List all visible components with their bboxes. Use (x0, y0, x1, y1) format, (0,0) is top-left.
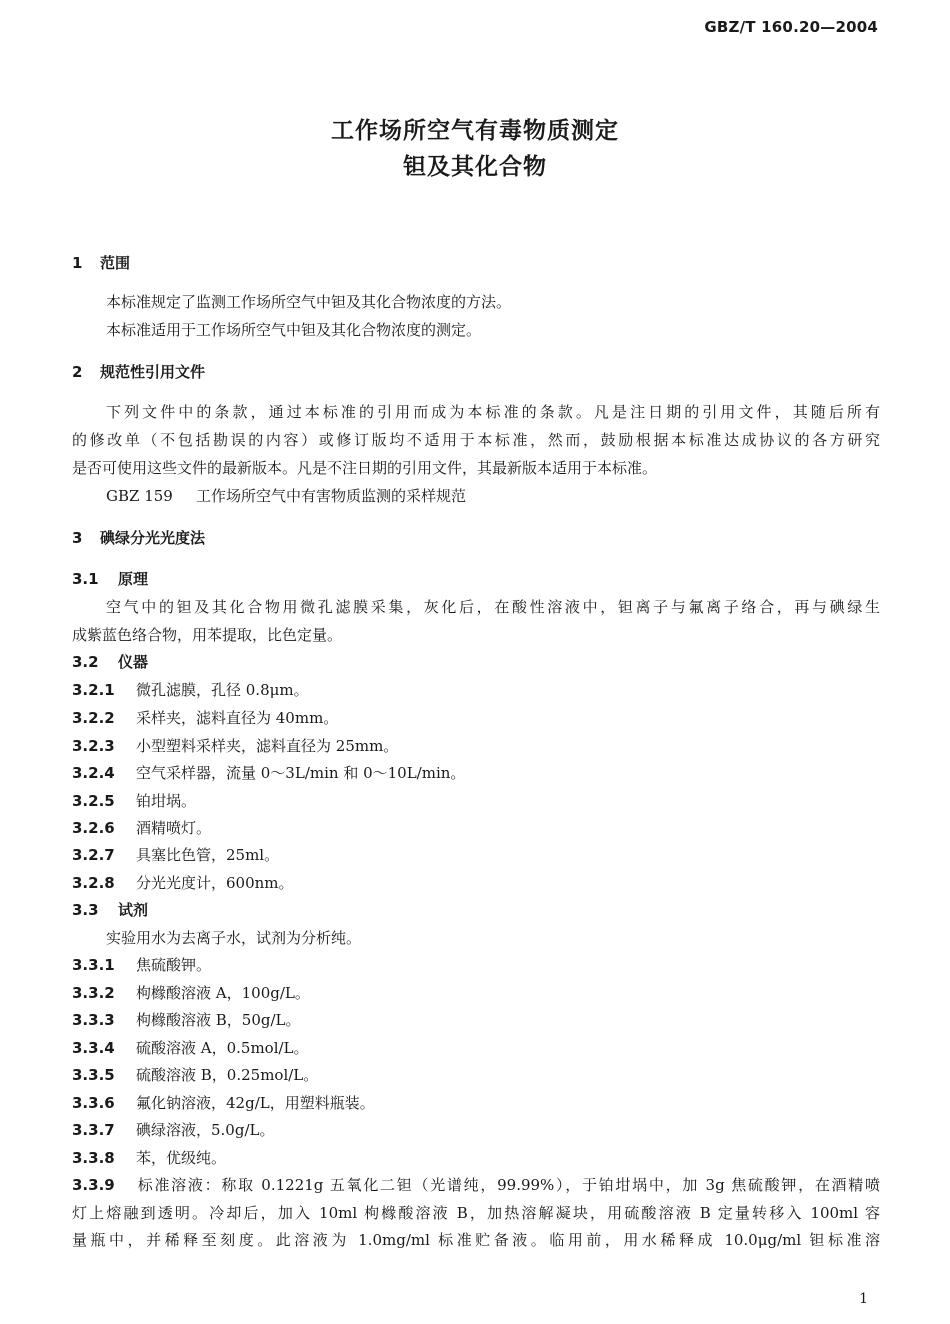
section-2-line-1: 下列文件中的条款，通过本标准的引用而成为本标准的条款。凡是注日期的引用文件，其随后所有 (106, 403, 880, 421)
reagent-item (72, 1093, 880, 1113)
reference-title: 工作场所空气中有害物质监测的采样规范 (196, 487, 467, 505)
section-title: 范围 (100, 254, 131, 272)
item-number: 3.3.6 (72, 1094, 115, 1112)
section-number: 3 (72, 529, 83, 547)
item-number: 3.3.7 (72, 1121, 115, 1139)
item-number: 3.2.2 (72, 709, 115, 727)
reagent-item-standard-solution (72, 1175, 880, 1195)
item-text: 苯，优级纯。 (136, 1149, 227, 1167)
principle-line-2: 成紫蓝色络合物，用苯提取，比色定量。 (72, 626, 343, 644)
reagent-item (72, 1038, 880, 1058)
instrument-item (72, 845, 880, 865)
subsection-title: 原理 (118, 570, 149, 588)
document-title-line1: 工作场所空气有毒物质测定 (331, 118, 619, 144)
item-number: 3.3.8 (72, 1149, 115, 1167)
section-number: 2 (72, 363, 83, 381)
item-number: 3.2.3 (72, 737, 115, 755)
item-text: 空气采样器，流量 0～3L/min 和 0～10L/min。 (136, 764, 466, 782)
subsection-number: 3.2 (72, 653, 99, 671)
standard-solution-line-3: 量瓶中，并稀释至刻度。此溶液为 1.0mg/ml 标准贮备液。临用前，用水稀释成 10.0μg/ml 钽标准溶 (72, 1231, 880, 1249)
item-number: 3.2.7 (72, 846, 115, 864)
item-text: 分光光度计，600nm。 (136, 874, 294, 892)
item-text: 铂坩埚。 (136, 792, 197, 810)
standard-number: GBZ/T 160.20—2004 (704, 18, 878, 36)
reagent-item (72, 1148, 880, 1168)
subsection-number: 3.3 (72, 901, 99, 919)
subsection-number: 3.1 (72, 570, 99, 588)
item-text: 酒精喷灯。 (136, 819, 212, 837)
item-number: 3.2.4 (72, 764, 115, 782)
section-title: 规范性引用文件 (100, 363, 206, 381)
section-3-heading (72, 528, 880, 548)
item-text: 采样夹，滤料直径为 40mm。 (136, 709, 339, 727)
reagent-item (72, 1065, 880, 1085)
reagent-intro: 实验用水为去离子水，试剂为分析纯。 (106, 929, 362, 947)
item-text: 标准溶液：称取 0.1221g 五氧化二钽（光谱纯，99.99%），于铂坩埚中，加 3g 焦硫酸钾，在酒精喷 (136, 1176, 880, 1194)
item-text: 焦硫酸钾。 (136, 956, 212, 974)
item-text: 枸橼酸溶液 A，100g/L。 (136, 984, 310, 1002)
item-text: 氟化钠溶液，42g/L，用塑料瓶装。 (136, 1094, 375, 1112)
section-number: 1 (72, 254, 83, 272)
instrument-item (72, 763, 880, 783)
subsection-3-3-heading (72, 900, 880, 920)
instrument-item (72, 736, 880, 756)
item-text: 碘绿溶液，5.0g/L。 (136, 1121, 275, 1139)
item-number: 3.2.5 (72, 792, 115, 810)
subsection-3-2-heading (72, 652, 880, 672)
section-2-line-2: 的修改单（不包括勘误的内容）或修订版均不适用于本标准，然而，鼓励根据本标准达成协议的各方研究 (72, 431, 880, 449)
item-number: 3.3.3 (72, 1011, 115, 1029)
item-number: 3.3.2 (72, 984, 115, 1002)
subsection-3-1-heading (72, 569, 880, 589)
reagent-item (72, 1120, 880, 1140)
section-title: 碘绿分光光度法 (100, 529, 206, 547)
instrument-item (72, 818, 880, 838)
item-text: 硫酸溶液 A，0.5mol/L。 (136, 1039, 309, 1057)
principle-line-1: 空气中的钽及其化合物用微孔滤膜采集，灰化后，在酸性溶液中，钽离子与氟离子络合，再与碘绿生 (106, 598, 880, 616)
item-number: 3.3.9 (72, 1176, 115, 1194)
document-title-line2: 钽及其化合物 (403, 154, 547, 180)
reagent-item (72, 1010, 880, 1030)
reagent-item (72, 983, 880, 1003)
subsection-title: 仪器 (118, 653, 149, 671)
item-text: 微孔滤膜，孔径 0.8μm。 (136, 681, 309, 699)
instrument-item (72, 873, 880, 893)
item-number: 3.3.5 (72, 1066, 115, 1084)
section-1-heading (72, 253, 880, 273)
item-number: 3.3.1 (72, 956, 115, 974)
reference-code: GBZ 159 (106, 487, 173, 505)
section-2-line-3: 是否可使用这些文件的最新版本。凡是不注日期的引用文件，其最新版本适用于本标准。 (72, 459, 658, 477)
standard-solution-line-2: 灯上熔融到透明。冷却后，加入 10ml 枸橼酸溶液 B，加热溶解凝块，用硫酸溶液 B 定量转移入 100ml 容 (72, 1204, 880, 1222)
section-1-paragraph-1: 本标准规定了监测工作场所空气中钽及其化合物浓度的方法。 (106, 293, 512, 311)
page-number: 1 (859, 1291, 868, 1307)
item-text: 具塞比色管，25ml。 (136, 846, 280, 864)
reagent-item (72, 955, 880, 975)
instrument-item (72, 791, 880, 811)
item-number: 3.2.8 (72, 874, 115, 892)
item-number: 3.2.1 (72, 681, 115, 699)
subsection-title: 试剂 (118, 901, 149, 919)
item-text: 小型塑料采样夹，滤料直径为 25mm。 (136, 737, 399, 755)
normative-reference (106, 486, 880, 506)
instrument-item (72, 708, 880, 728)
item-text: 硫酸溶液 B，0.25mol/L。 (136, 1066, 319, 1084)
instrument-item (72, 680, 880, 700)
section-2-heading (72, 362, 880, 382)
item-text: 枸橼酸溶液 B，50g/L。 (136, 1011, 301, 1029)
section-1-paragraph-2: 本标准适用于工作场所空气中钽及其化合物浓度的测定。 (106, 321, 482, 339)
item-number: 3.2.6 (72, 819, 115, 837)
item-number: 3.3.4 (72, 1039, 115, 1057)
